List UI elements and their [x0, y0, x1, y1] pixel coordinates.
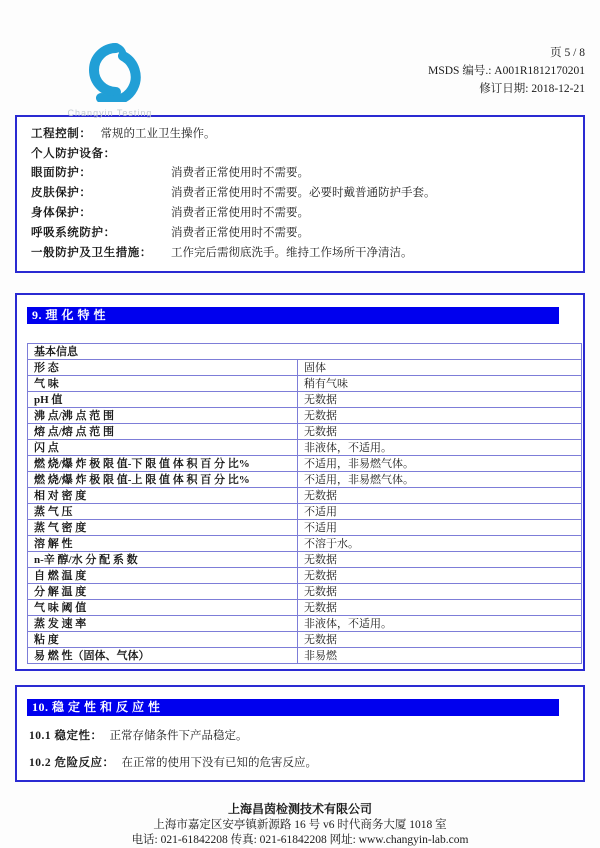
table-header-row — [28, 344, 582, 360]
table-row — [28, 536, 582, 552]
table-row — [28, 568, 582, 584]
item-label: 10.2 危险反应： — [29, 757, 115, 770]
table-header-cell: 基本信息 — [28, 344, 582, 360]
section-10-title: 10. 稳 定 性 和 反 应 性 — [27, 699, 559, 716]
table-row — [28, 520, 582, 536]
value-cell: 无数据 — [298, 408, 582, 424]
table-row — [28, 376, 582, 392]
property-cell: 形 态 — [28, 360, 298, 376]
row-value: 消费者正常使用时不需要。 — [171, 207, 309, 220]
row-value: 工作完后需彻底洗手。维持工作场所干净清洁。 — [171, 246, 413, 259]
value-cell: 无数据 — [298, 632, 582, 648]
property-cell: 蒸 发 速 率 — [28, 616, 298, 632]
property-cell: 粘 度 — [28, 632, 298, 648]
property-cell: 相 对 密 度 — [28, 488, 298, 504]
value-cell: 不适用，非易燃气体。 — [298, 472, 582, 488]
property-cell: 蒸 气 压 — [28, 504, 298, 520]
company-logo — [55, 40, 165, 118]
value-cell: 无数据 — [298, 488, 582, 504]
section-10-stability-reactivity — [15, 685, 585, 782]
item-value: 正常存储条件下产品稳定。 — [109, 730, 248, 743]
property-cell: 气 味 — [28, 376, 298, 392]
row-value: 常规的工业卫生操作。 — [100, 127, 216, 140]
value-cell: 无数据 — [298, 600, 582, 616]
value-cell: 无数据 — [298, 424, 582, 440]
row-label: 呼吸系统防护： — [31, 226, 116, 239]
value-cell: 无数据 — [298, 552, 582, 568]
company-name: 上海昌茵检测技术有限公司 — [227, 802, 372, 817]
table-row — [28, 616, 582, 632]
row-engineering-controls — [31, 124, 573, 144]
page-header — [15, 0, 585, 118]
table-row — [28, 360, 582, 376]
properties-table — [27, 343, 582, 664]
value-cell: 非易燃 — [298, 648, 582, 664]
hazardous-reactions-item — [29, 754, 583, 770]
property-cell: 溶 解 性 — [28, 536, 298, 552]
table-row — [28, 440, 582, 456]
row-respiratory-protection — [31, 223, 573, 243]
page-footer — [15, 802, 585, 848]
row-label: 眼面防护： — [31, 167, 92, 180]
row-label: 一般防护及卫生措施： — [31, 246, 152, 259]
table-row — [28, 408, 582, 424]
row-label: 工程控制： — [31, 127, 92, 140]
row-label: 身体保护： — [31, 207, 92, 220]
row-value: 消费者正常使用时不需要。必要时戴普通防护手套。 — [171, 187, 436, 200]
table-row — [28, 504, 582, 520]
property-cell: 气 味 阈 值 — [28, 600, 298, 616]
table-row — [28, 392, 582, 408]
value-cell: 无数据 — [298, 568, 582, 584]
company-contacts: 电话: 021-61842208 传真: 021-61842208 网址: www.changyin-lab.com — [131, 834, 469, 847]
value-cell: 稍有气味 — [298, 376, 582, 392]
item-label: 10.1 稳定性： — [29, 730, 103, 743]
logo-caption: Changyin Testing — [67, 108, 153, 118]
table-row — [28, 600, 582, 616]
property-cell: 熔 点/熔 点 范 围 — [28, 424, 298, 440]
document-meta — [428, 40, 585, 98]
changyin-swirl-icon — [74, 40, 146, 102]
section-9-title: 9. 理 化 特 性 — [27, 307, 559, 324]
company-address: 上海市嘉定区安亭镇新源路 16 号 v6 时代商务大厦 1018 室 — [153, 819, 447, 832]
property-cell: 燃 烧/爆 炸 极 限 值-下 限 值 体 积 百 分 比% — [28, 456, 298, 472]
value-cell: 非液体，不适用。 — [298, 440, 582, 456]
property-cell: pH 值 — [28, 392, 298, 408]
item-value: 在正常的使用下没有已知的危害反应。 — [121, 757, 317, 770]
row-value: 消费者正常使用时不需要。 — [171, 226, 309, 239]
value-cell: 不溶于水。 — [298, 536, 582, 552]
row-body-protection — [31, 203, 573, 223]
msds-number: MSDS 编号.: A001R1812170201 — [428, 65, 585, 77]
table-row — [28, 424, 582, 440]
row-eye-protection — [31, 164, 573, 184]
property-cell: n-辛 醇/水 分 配 系 数 — [28, 552, 298, 568]
table-row — [28, 472, 582, 488]
value-cell: 固体 — [298, 360, 582, 376]
row-skin-protection — [31, 183, 573, 203]
row-ppe-heading — [31, 144, 573, 164]
row-label: 个人防护设备： — [31, 147, 116, 160]
section-9-physical-chemical — [15, 293, 585, 671]
table-row — [28, 632, 582, 648]
property-cell: 分 解 温 度 — [28, 584, 298, 600]
value-cell: 不适用，非易燃气体。 — [298, 456, 582, 472]
table-row — [28, 552, 582, 568]
property-cell: 蒸 气 密 度 — [28, 520, 298, 536]
property-cell: 易 燃 性（固体、气体） — [28, 648, 298, 664]
stability-item — [29, 727, 583, 743]
revision-date: 修订日期: 2018-12-21 — [479, 83, 585, 95]
page-number: 页 5 / 8 — [550, 47, 585, 59]
property-cell: 沸 点/沸 点 范 围 — [28, 408, 298, 424]
table-row — [28, 648, 582, 664]
row-value: 消费者正常使用时不需要。 — [171, 167, 309, 180]
table-row — [28, 584, 582, 600]
row-general-hygiene — [31, 243, 573, 263]
property-cell: 闪 点 — [28, 440, 298, 456]
protection-measures-box — [15, 115, 585, 273]
value-cell: 无数据 — [298, 392, 582, 408]
property-cell: 自 燃 温 度 — [28, 568, 298, 584]
property-cell: 燃 烧/爆 炸 极 限 值-上 限 值 体 积 百 分 比% — [28, 472, 298, 488]
table-row — [28, 456, 582, 472]
row-label: 皮肤保护： — [31, 187, 92, 200]
value-cell: 不适用 — [298, 520, 582, 536]
table-row — [28, 488, 582, 504]
value-cell: 非液体，不适用。 — [298, 616, 582, 632]
value-cell: 无数据 — [298, 584, 582, 600]
value-cell: 不适用 — [298, 504, 582, 520]
